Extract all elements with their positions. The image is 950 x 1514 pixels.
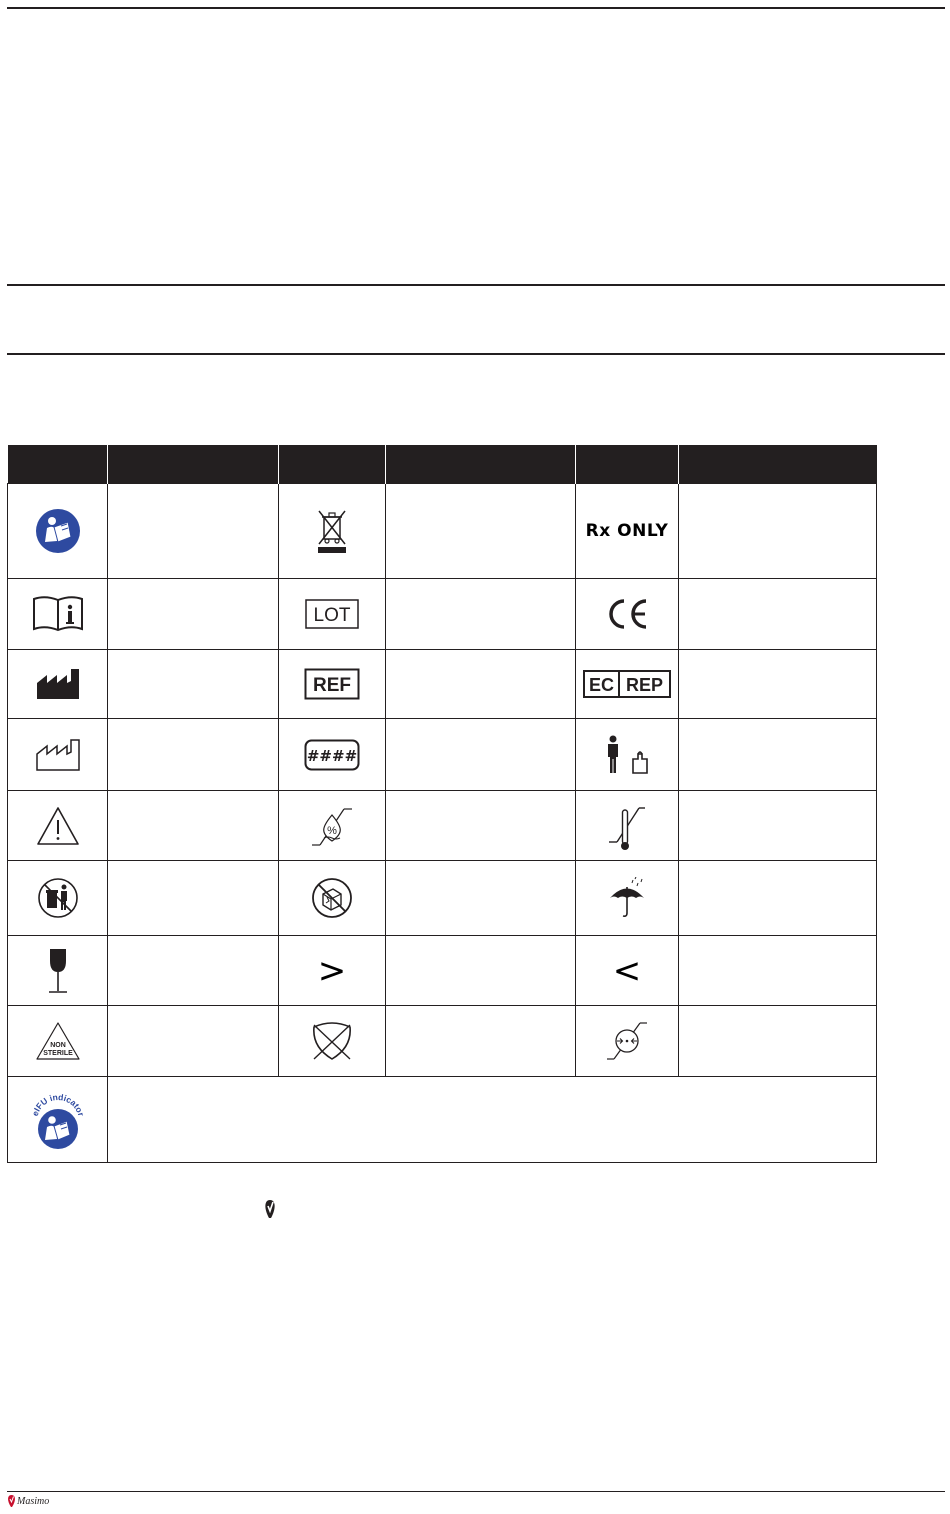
less-than-icon: <	[612, 950, 642, 991]
symbol-cell	[8, 579, 108, 650]
eifu-indicator-icon	[27, 1089, 89, 1151]
manufacturer-icon	[35, 667, 81, 701]
description-cell	[386, 484, 576, 579]
description-cell	[679, 579, 877, 650]
symbol-cell	[8, 936, 108, 1006]
symbol-cell	[8, 650, 108, 719]
footer-brand-name: Masimo	[17, 1495, 50, 1507]
do-not-use-damaged-icon	[311, 877, 353, 919]
header-cell	[8, 445, 108, 484]
rep-label: REP	[625, 675, 664, 695]
follow-instructions-icon	[35, 508, 81, 554]
do-not-discard-icon	[37, 877, 79, 919]
humidity-limit-icon	[310, 803, 354, 849]
description-cell	[679, 650, 877, 719]
caution-icon	[36, 806, 80, 846]
ec-rep-icon	[583, 670, 671, 698]
keep-dry-icon	[607, 877, 647, 919]
table-header-row	[8, 445, 877, 484]
symbol-cell	[576, 579, 679, 650]
header-cell	[386, 445, 576, 484]
rx-only-icon: Rx ONLY	[585, 521, 669, 541]
description-cell	[386, 650, 576, 719]
pressure-limit-icon	[605, 1019, 649, 1063]
symbol-cell	[576, 719, 679, 791]
serial-number-label: ####	[306, 746, 358, 765]
ce-mark-icon	[605, 598, 649, 630]
description-cell	[386, 579, 576, 650]
table-row	[8, 719, 877, 791]
header-cell	[576, 445, 679, 484]
non-sterile-line1: NON	[49, 1042, 66, 1049]
symbol-cell	[576, 791, 679, 861]
table-row	[8, 936, 877, 1006]
symbol-cell	[576, 484, 679, 579]
consult-instructions-icon	[32, 595, 84, 633]
description-cell	[108, 791, 279, 861]
description-cell	[108, 861, 279, 936]
description-cell	[679, 791, 877, 861]
catalog-number-label: REF	[313, 675, 351, 696]
description-cell	[108, 484, 279, 579]
symbol-cell	[279, 936, 386, 1006]
header-cell	[279, 445, 386, 484]
ec-label: EC	[588, 675, 615, 695]
description-cell	[386, 861, 576, 936]
symbol-cell	[576, 650, 679, 719]
header-cell	[108, 445, 279, 484]
serial-number-icon	[304, 739, 360, 771]
description-cell	[386, 936, 576, 1006]
symbol-cell	[8, 861, 108, 936]
lot-code-label: LOT	[313, 605, 351, 626]
description-cell	[679, 936, 877, 1006]
symbol-cell	[279, 650, 386, 719]
symbol-cell	[279, 579, 386, 650]
non-sterile-icon	[35, 1021, 81, 1061]
fragile-icon	[43, 947, 73, 995]
table-row	[8, 484, 877, 579]
footer-rule	[7, 1491, 945, 1492]
section-rule-2	[7, 353, 945, 355]
top-rule	[7, 7, 945, 9]
description-cell	[108, 650, 279, 719]
symbol-cell	[279, 719, 386, 791]
eifu-indicator-label: eIFU indicator	[29, 1091, 86, 1117]
masimo-footer-logo-icon	[7, 1494, 16, 1508]
description-cell	[386, 1006, 576, 1077]
description-cell-wide	[108, 1077, 877, 1163]
symbol-cell	[576, 936, 679, 1006]
symbol-cell	[279, 861, 386, 936]
non-sterile-line2: STERILE	[42, 1050, 73, 1057]
footer-brand	[7, 1494, 49, 1508]
table-row	[8, 650, 877, 719]
symbol-cell	[8, 719, 108, 791]
symbol-cell	[279, 791, 386, 861]
symbol-cell	[8, 1077, 108, 1163]
patient-weight-icon	[603, 735, 651, 775]
weee-disposal-icon	[315, 508, 349, 554]
table-row	[8, 861, 877, 936]
temperature-limit-icon	[607, 800, 647, 852]
symbol-cell	[8, 484, 108, 579]
description-cell	[386, 791, 576, 861]
latex-free-icon	[310, 1021, 354, 1061]
description-cell	[679, 1006, 877, 1077]
catalog-number-icon	[304, 668, 360, 700]
symbol-cell	[8, 791, 108, 861]
description-cell	[108, 719, 279, 791]
header-cell	[679, 445, 877, 484]
description-cell	[386, 719, 576, 791]
description-cell	[108, 579, 279, 650]
table-row	[8, 579, 877, 650]
description-cell	[679, 484, 877, 579]
table-row	[8, 791, 877, 861]
table-row	[8, 1077, 877, 1163]
description-cell	[679, 861, 877, 936]
date-of-manufacture-icon	[35, 738, 81, 772]
symbol-cell	[576, 1006, 679, 1077]
section-rule-1	[7, 284, 945, 286]
description-cell	[108, 1006, 279, 1077]
masimo-logo-icon	[263, 1198, 277, 1220]
lot-code-icon	[305, 599, 359, 629]
humidity-percent-label: %	[327, 824, 337, 837]
description-cell	[679, 719, 877, 791]
symbol-cell	[279, 484, 386, 579]
symbol-cell	[576, 861, 679, 936]
symbols-table	[7, 445, 877, 1163]
symbol-cell	[279, 1006, 386, 1077]
greater-than-icon: >	[317, 950, 347, 991]
table-row	[8, 1006, 877, 1077]
description-cell	[108, 936, 279, 1006]
symbol-cell	[8, 1006, 108, 1077]
